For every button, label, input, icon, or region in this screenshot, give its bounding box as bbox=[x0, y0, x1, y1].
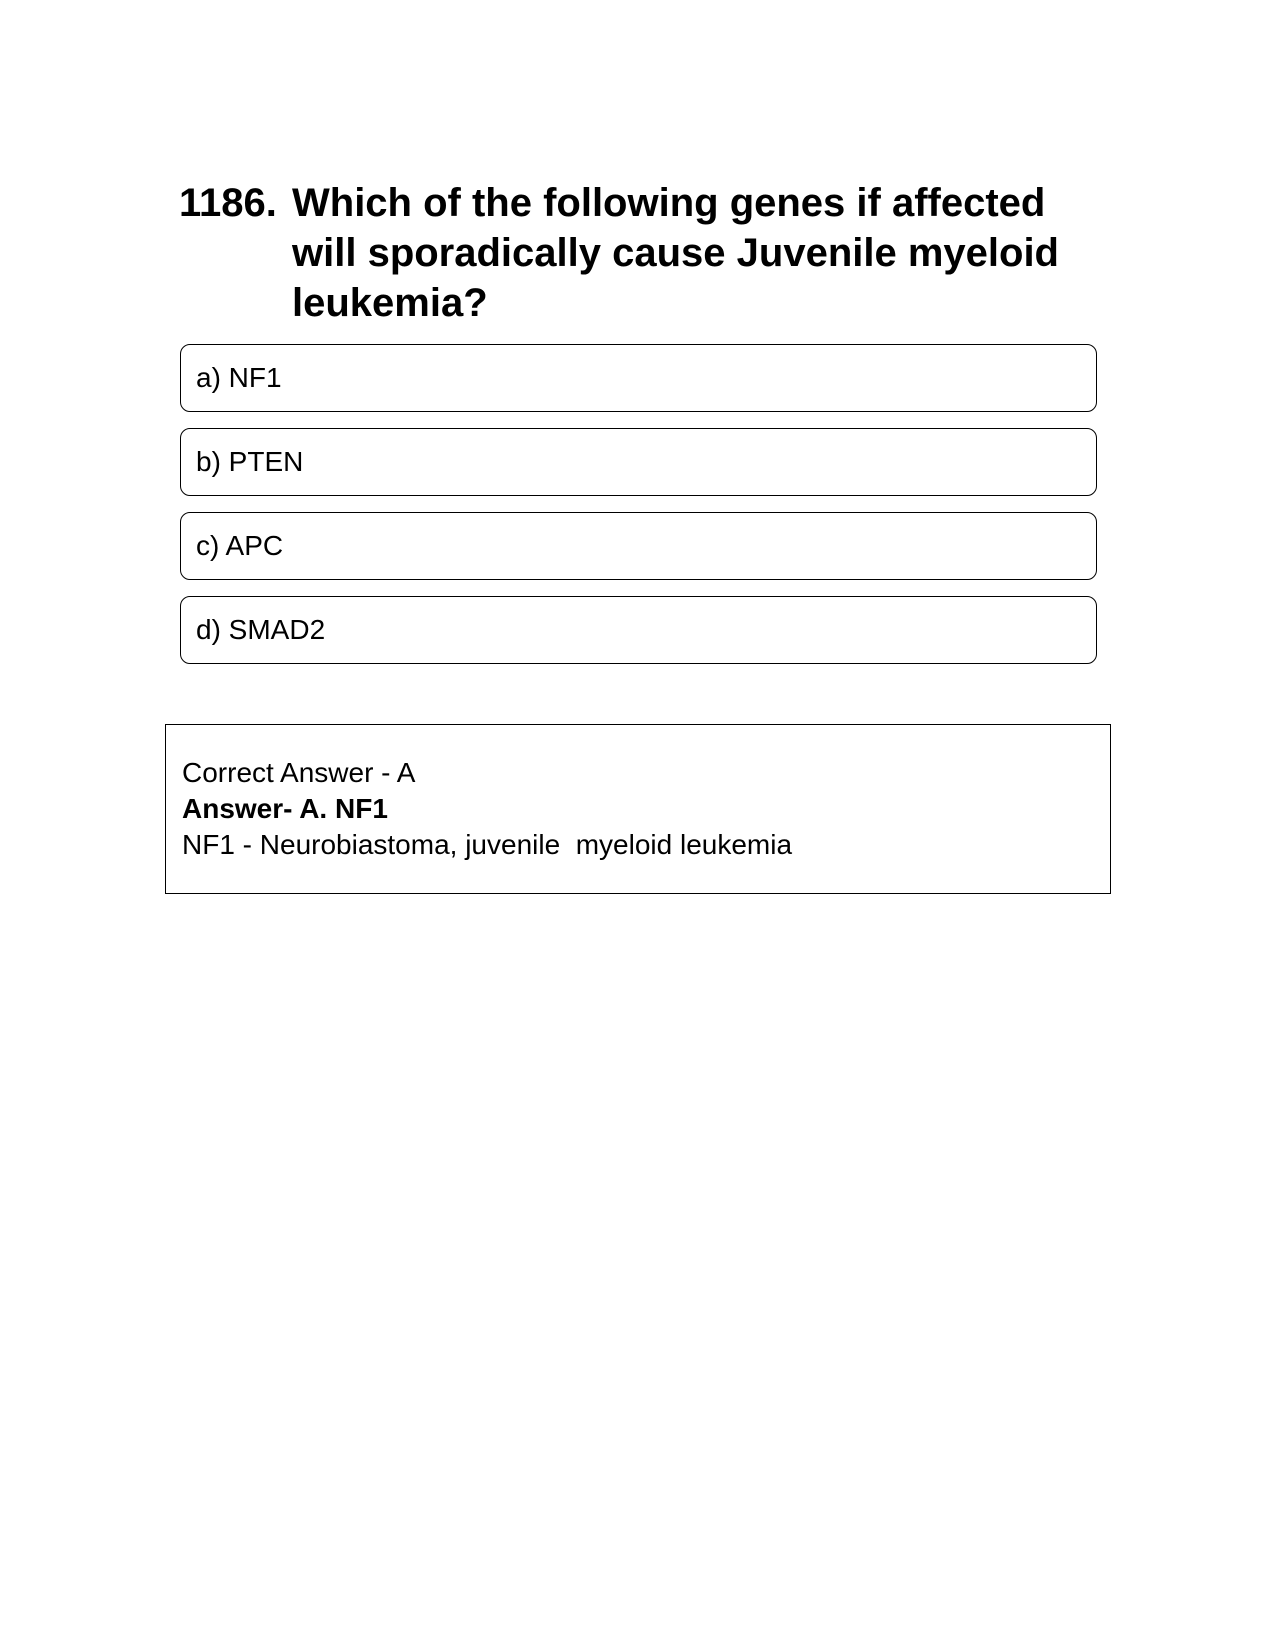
correct-answer-line: Correct Answer - A bbox=[182, 757, 416, 788]
question-text: Which of the following genes if affected will sporadically cause Juvenile myeloid leukemia? bbox=[292, 181, 1059, 325]
option-a[interactable]: a) NF1 bbox=[180, 344, 1097, 412]
options-list bbox=[180, 344, 1097, 680]
answer-line: Answer- A. NF1 bbox=[182, 793, 388, 824]
question-number: 1186. bbox=[179, 181, 277, 225]
option-d[interactable]: d) SMAD2 bbox=[180, 596, 1097, 664]
option-c[interactable]: c) APC bbox=[180, 512, 1097, 580]
explanation-line: NF1 - Neurobiastoma, juvenile myeloid leukemia bbox=[182, 829, 793, 860]
answer-box bbox=[165, 724, 1111, 894]
option-b[interactable]: b) PTEN bbox=[180, 428, 1097, 496]
question bbox=[179, 178, 1099, 328]
